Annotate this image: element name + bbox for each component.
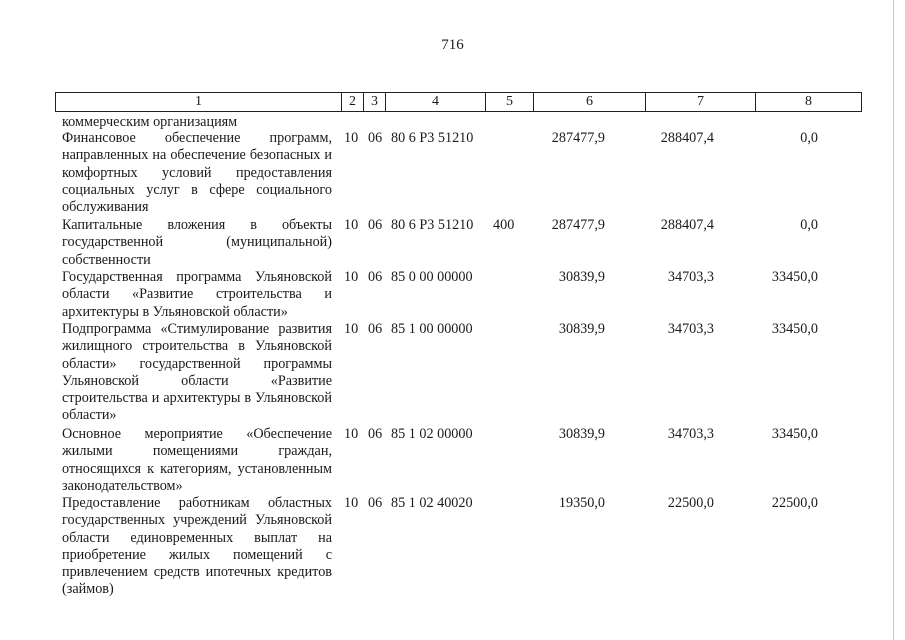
row-description: Предоставление работникам областных государственных учреждений Ульяновской области единовременных выплат на приобретение жилых помещений с привлечением средств ипотечных кредитов (займов) <box>62 495 332 598</box>
subsection-code: 06 <box>368 321 383 337</box>
target-article-code: 85 1 02 40020 <box>391 495 473 511</box>
column-header-row <box>55 92 862 112</box>
column-header: 3 <box>364 93 386 112</box>
row-description: Капитальные вложения в объекты государственной (муниципальной) собственности <box>62 217 332 268</box>
amount-col-8: 33450,0 <box>771 321 818 337</box>
amount-col-7: 34703,3 <box>667 269 714 285</box>
column-header: 7 <box>646 93 756 112</box>
target-article-code: 85 1 02 00000 <box>391 426 473 442</box>
amount-col-8: 33450,0 <box>771 426 818 442</box>
column-header: 4 <box>386 93 486 112</box>
page-edge <box>893 0 894 640</box>
page-number: 716 <box>441 37 464 53</box>
subsection-code: 06 <box>368 269 383 285</box>
amount-col-7: 34703,3 <box>667 321 714 337</box>
amount-col-7: 288407,4 <box>660 217 714 233</box>
section-code: 10 <box>344 321 359 337</box>
amount-col-8: 33450,0 <box>771 269 818 285</box>
amount-col-8: 0,0 <box>800 130 818 146</box>
row-description: Государственная программа Ульяновской области «Развитие строительства и архитектуры в Ульяновской области» <box>62 269 332 320</box>
target-article-code: 80 6 Р3 51210 <box>391 217 474 233</box>
amount-col-7: 22500,0 <box>667 495 714 511</box>
column-header: 1 <box>56 93 342 112</box>
target-article-code: 85 1 00 00000 <box>391 321 473 337</box>
subsection-code: 06 <box>368 130 383 146</box>
row-description: Подпрограмма «Стимулирование развития жилищного строительства в Ульяновской области» государственной программы Ульяновской области «Развитие строительства и архитектуры в Ульяновской области» <box>62 321 332 424</box>
amount-col-6: 287477,9 <box>551 217 605 233</box>
amount-col-7: 34703,3 <box>667 426 714 442</box>
amount-col-6: 30839,9 <box>558 426 605 442</box>
amount-col-6: 19350,0 <box>558 495 605 511</box>
section-code: 10 <box>344 130 359 146</box>
amount-col-6: 287477,9 <box>551 130 605 146</box>
column-header: 8 <box>756 93 862 112</box>
expense-type-code: 400 <box>493 217 515 233</box>
subsection-code: 06 <box>368 495 383 511</box>
row-description: Финансовое обеспечение программ, направленных на обеспечение безопасных и комфортных условий предоставления социальных услуг в сфере социального обслуживания <box>62 130 332 216</box>
target-article-code: 80 6 Р3 51210 <box>391 130 474 146</box>
section-code: 10 <box>344 269 359 285</box>
target-article-code: 85 0 00 00000 <box>391 269 473 285</box>
amount-col-8: 22500,0 <box>771 495 818 511</box>
column-header: 6 <box>534 93 646 112</box>
column-header: 2 <box>342 93 364 112</box>
row-description: коммерческим организациям <box>62 114 238 130</box>
section-code: 10 <box>344 217 359 233</box>
subsection-code: 06 <box>368 426 383 442</box>
column-header: 5 <box>486 93 534 112</box>
subsection-code: 06 <box>368 217 383 233</box>
row-description: Основное мероприятие «Обеспечение жилыми помещениями граждан, относящихся к категориям, установленным законодательством» <box>62 426 332 494</box>
amount-col-6: 30839,9 <box>558 321 605 337</box>
amount-col-8: 0,0 <box>800 217 818 233</box>
amount-col-6: 30839,9 <box>558 269 605 285</box>
section-code: 10 <box>344 495 359 511</box>
section-code: 10 <box>344 426 359 442</box>
amount-col-7: 288407,4 <box>660 130 714 146</box>
